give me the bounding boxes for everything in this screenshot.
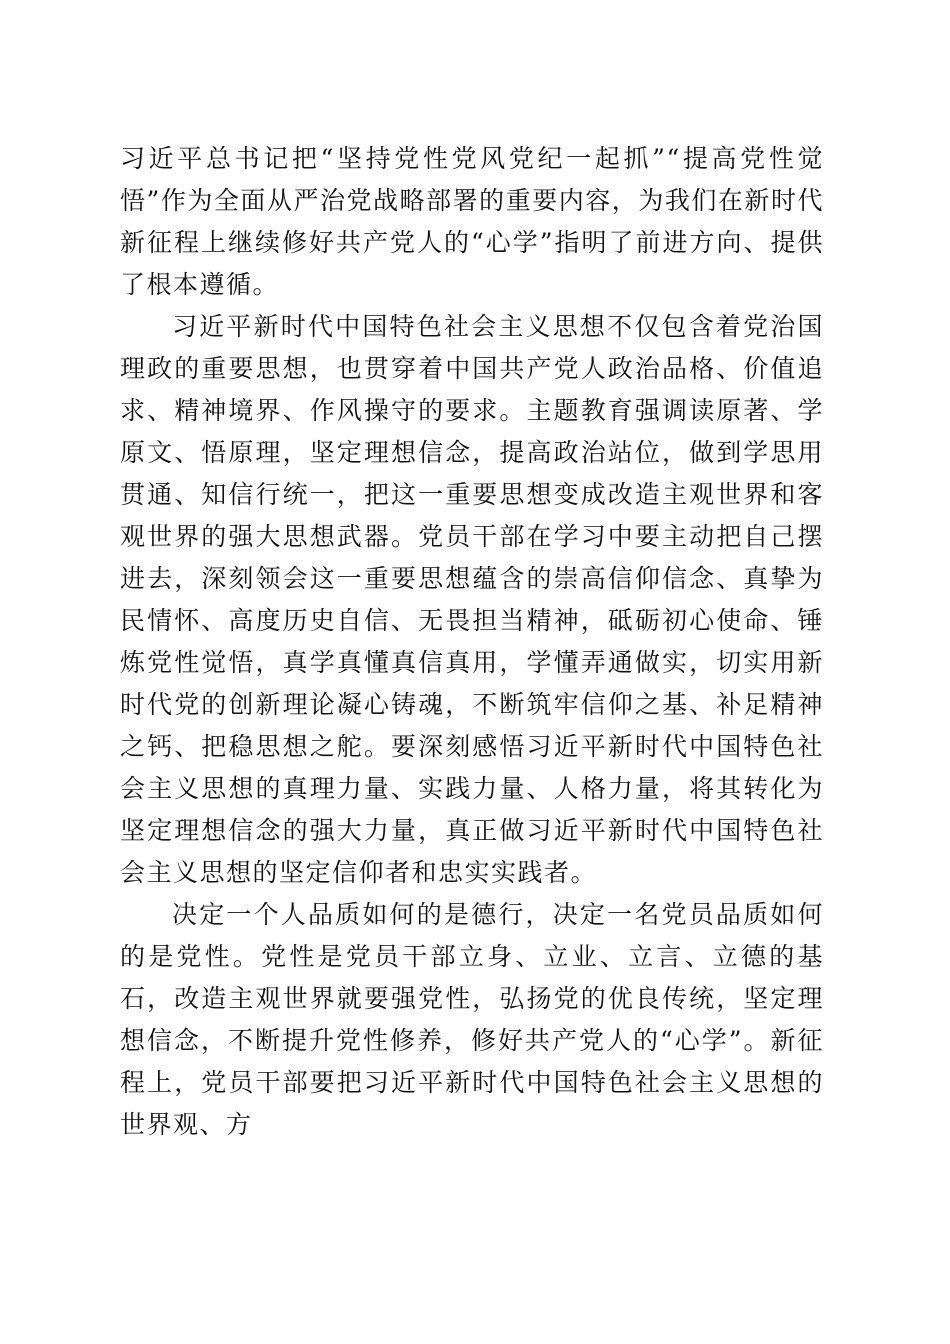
paragraph-2: 习近平新时代中国特色社会主义思想不仅包含着党治国理政的重要思想，也贯穿着中国共产党人政治品格、价值追求、精神境界、作风操守的要求。主题教育强调读原著、学原文、悟原理，坚定理想信念，提高政治站位，做到学思用贯通、知信行统一，把这一重要思想变成改造主观世界和客观世界的强大思想武器。党员干部在学习中要主动把自己摆进去，深刻领会这一重要思想蕴含的崇高信仰信念、真挚为民情怀、高度历史自信、无畏担当精神，砥砺初心使命、锤炼党性觉悟，真学真懂真信真用，学懂弄通做实，切实用新时代党的创新理论凝心铸魂，不断筑牢信仰之基、补足精神之钙、把稳思想之舵。要深刻感悟习近平新时代中国特色社会主义思想的真理力量、实践力量、人格力量，将其转化为坚定理想信念的强大力量，真正做习近平新时代中国特色社会主义思想的坚定信仰者和忠实实践者。 bbox=[120, 312, 824, 887]
document-body bbox=[120, 138, 824, 1146]
paragraph-3: 决定一个人品质如何的是德行，决定一名党员品质如何的是党性。党性是党员干部立身、立业、立言、立德的基石，改造主观世界就要强党性，弘扬党的优良传统，坚定理想信念，不断提升党性修养，修好共产党人的“心学”。新征程上，党员干部要把习近平新时代中国特色社会主义思想的世界观、方 bbox=[120, 900, 824, 1139]
paragraph-1: 习近平总书记把“坚持党性党风党纪一起抓”“提高党性觉悟”作为全面从严治党战略部署的重要内容，为我们在新时代新征程上继续修好共产党人的“心学”指明了前进方向、提供了根本遵循。 bbox=[120, 144, 824, 299]
